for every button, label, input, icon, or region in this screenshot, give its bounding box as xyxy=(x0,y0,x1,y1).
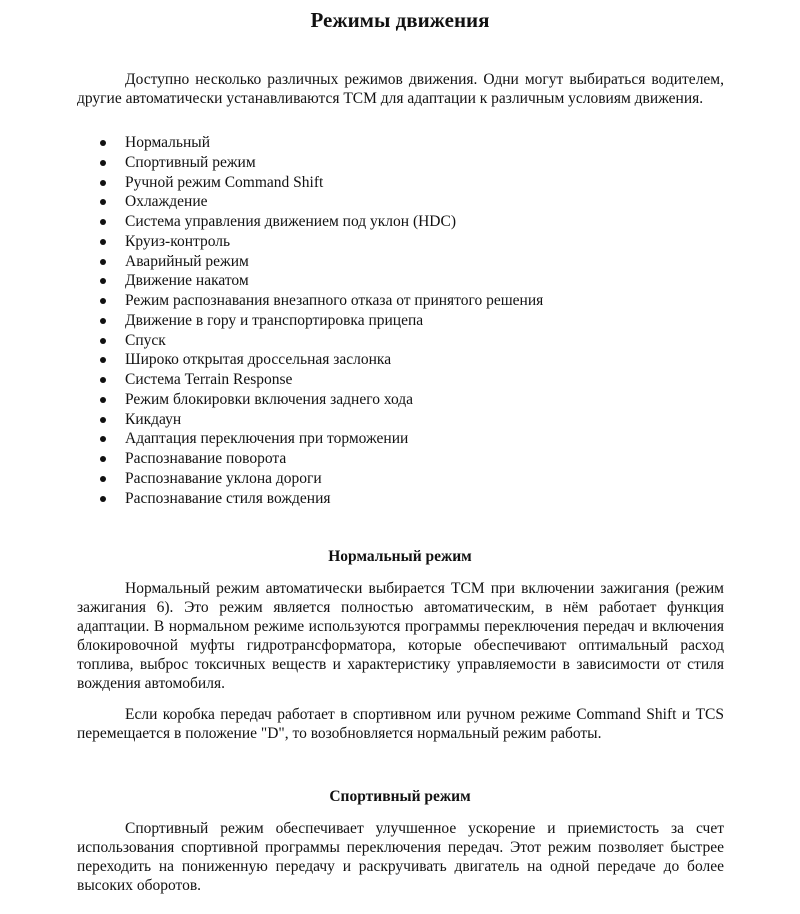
list-item xyxy=(77,331,724,351)
normal-mode-paragraph-1: Нормальный режим автоматически выбирается TCM при включении зажигания (режим зажигания 6). Это режим является полностью автоматическим, в нём работает функция адаптации. В нормальном режиме используются программы переключения передач и включения блокировочной муфты гидротрансформатора, которые обеспечивают оптимальный расход топлива, выброс токсичных веществ и характеристику управляемости в зависимости от стиля вождения автомобиля. xyxy=(77,580,724,692)
bullet-icon xyxy=(100,239,106,245)
bullet-icon xyxy=(100,278,106,284)
list-item xyxy=(77,271,724,291)
list-item xyxy=(77,469,724,489)
list-item xyxy=(77,390,724,410)
list-item-label: Режим распознавания внезапного отказа от принятого решения xyxy=(125,292,544,309)
intro-paragraph: Доступно несколько различных режимов движения. Одни могут выбираться водителем, другие автоматически устанавливаются TCM для адаптации к различным условиям движения. xyxy=(77,71,724,107)
list-item xyxy=(77,252,724,272)
bullet-icon xyxy=(100,377,106,383)
list-item xyxy=(77,133,724,153)
list-item-label: Круиз-контроль xyxy=(125,232,231,250)
list-item xyxy=(77,449,724,469)
list-item xyxy=(77,291,724,311)
bullet-icon xyxy=(100,160,106,166)
bullet-icon xyxy=(100,199,106,205)
bullet-icon xyxy=(100,357,106,363)
normal-mode-paragraph-2: Если коробка передач работает в спортивном или ручном режиме Command Shift и TCS перемещается в положение "D", то возобновляется нормальный режим работы. xyxy=(77,706,724,742)
list-item xyxy=(77,489,724,509)
list-item-label: Ручной режим Command Shift xyxy=(125,173,324,191)
list-item-label: Кикдаун xyxy=(125,410,182,428)
list-item-label: Система управления движением под уклон (HDC) xyxy=(125,213,457,230)
bullet-icon xyxy=(100,318,106,324)
bullet-icon xyxy=(100,436,106,442)
list-item-label: Нормальный xyxy=(125,134,210,151)
bullet-icon xyxy=(100,397,106,403)
driving-modes-list xyxy=(77,133,724,508)
list-item xyxy=(77,212,724,232)
list-item-label: Распознавание поворота xyxy=(125,450,287,467)
list-item-label: Адаптация переключения при торможении xyxy=(125,430,409,448)
list-item-label: Спуск xyxy=(125,331,166,349)
bullet-icon xyxy=(100,417,106,423)
list-item xyxy=(77,311,724,331)
bullet-icon xyxy=(100,338,106,344)
list-item xyxy=(77,410,724,430)
bullet-icon xyxy=(100,140,106,146)
list-item xyxy=(77,429,724,449)
list-item-label: Режим блокировки включения заднего хода xyxy=(125,390,414,408)
list-item xyxy=(77,173,724,193)
bullet-icon xyxy=(100,496,106,502)
list-item xyxy=(77,370,724,390)
page-title: Режимы движения xyxy=(310,8,490,32)
bullet-icon xyxy=(100,219,106,225)
bullet-icon xyxy=(100,180,106,186)
bullet-icon xyxy=(100,259,106,265)
bullet-icon xyxy=(100,456,106,462)
list-item-label: Спортивный режим xyxy=(125,153,256,171)
list-item-label: Аварийный режим xyxy=(125,252,249,270)
list-item xyxy=(77,232,724,252)
section-heading-normal: Нормальный режим xyxy=(328,548,472,565)
list-item-label: Распознавание уклона дороги xyxy=(125,469,322,487)
section-heading-sport: Спортивный режим xyxy=(329,788,471,805)
sport-mode-paragraph-1: Спортивный режим обеспечивает улучшенное ускорение и приемистость за счет использования спортивной программы переключения передач. Этот режим позволяет быстрее переходить на пониженную передачу и раскручивать двигатель на одной передаче до более высоких оборотов. xyxy=(77,820,724,894)
list-item-label: Распознавание стиля вождения xyxy=(125,489,331,507)
list-item xyxy=(77,192,724,212)
bullet-icon xyxy=(100,298,106,304)
list-item xyxy=(77,153,724,173)
list-item-label: Движение накатом xyxy=(125,272,249,290)
list-item-label: Движение в гору и транспортировка прицепа xyxy=(125,311,424,329)
list-item-label: Система Terrain Response xyxy=(125,371,293,388)
bullet-icon xyxy=(100,476,106,482)
list-item xyxy=(77,350,724,370)
list-item-label: Широко открытая дроссельная заслонка xyxy=(125,351,392,369)
list-item-label: Охлаждение xyxy=(125,193,208,211)
